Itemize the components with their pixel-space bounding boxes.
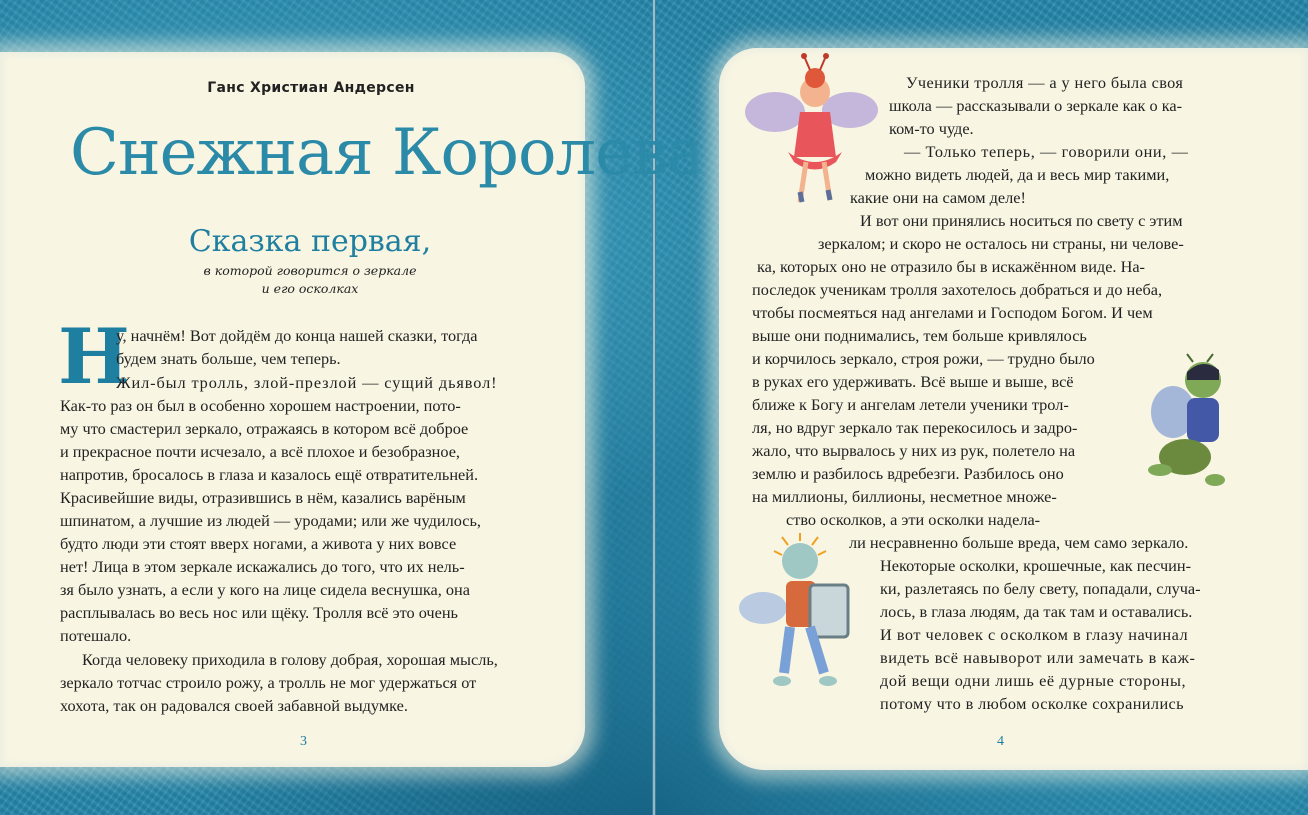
- body-line: расплывалась во весь нос или щёку. Тролля всё это очень: [60, 603, 458, 622]
- body-line: на миллионы, биллионы, несметное множе-: [752, 487, 1057, 506]
- body-line: будто люди эти стоят вверх ногами, а живота у них вовсе: [60, 534, 457, 553]
- body-line: напротив, бросалось в глаза и казалось ещё отвратительней.: [60, 465, 479, 484]
- body-line: зя было узнать, а если у кого на лице сидела веснушка, она: [60, 580, 470, 599]
- chapter-title: Сказка первая,: [188, 224, 432, 259]
- body-line: нет! Лица в этом зеркале искажались до того, что их нель-: [60, 557, 465, 576]
- body-line: Некоторые осколки, крошечные, как песчин-: [880, 556, 1191, 575]
- body-line: и корчилось зеркало, строя рожи, — трудно было: [752, 349, 1095, 368]
- body-line: — Только теперь, — говорили они, —: [904, 142, 1189, 161]
- drop-cap: [58, 312, 130, 401]
- body-line: шпинатом, а лучшие из людей — уродами; или же чудилось,: [60, 511, 481, 530]
- page-number-left: 3: [300, 734, 307, 749]
- body-line: хохота, так он радовался своей забавной выдумке.: [60, 696, 408, 715]
- chapter-subtitle: [150, 262, 470, 298]
- drop-cap-letter: Н: [58, 312, 130, 401]
- body-line: последок ученикам тролля захотелось добраться и до неба,: [752, 280, 1163, 299]
- book-title: [62, 104, 705, 196]
- page-number-right: 4: [997, 734, 1004, 749]
- body-line: Когда человеку приходила в голову добрая, хорошая мысль,: [82, 650, 498, 669]
- body-line: потому что в любом осколке сохранились: [880, 694, 1185, 713]
- troll-with-mirror-illustration: [738, 533, 878, 698]
- body-line: И вот они принялись носиться по свету с этим: [860, 211, 1183, 230]
- body-line: чтобы посмеяться над ангелами и Господом Богом. И чем: [752, 303, 1153, 322]
- body-line: потешало.: [60, 626, 132, 645]
- body-line: какие они на самом деле!: [850, 188, 1026, 207]
- book-title-lettering: [62, 104, 705, 196]
- body-line: ком-то чуде.: [889, 119, 974, 138]
- body-line: выше они поднимались, тем больше кривлялось: [752, 326, 1087, 345]
- body-line: и прекрасное почти исчезало, а всё плохое и безобразное,: [60, 442, 460, 461]
- body-line: лось, в глаза людям, да так там и оставались.: [880, 602, 1193, 621]
- body-line: школа — рассказывали о зеркале как о ка-: [889, 96, 1183, 115]
- intro-line: Жил-был тролль, злой-презлой — сущий дьявол!: [116, 373, 498, 392]
- body-line: И вот человек с осколком в глазу начинал: [880, 625, 1189, 644]
- intro-line: будем знать больше, чем теперь.: [116, 349, 341, 368]
- body-line: в руках его удерживать. Всё выше и выше, всё: [752, 372, 1074, 391]
- body-line: ки, разлетаясь по белу свету, попадали, случа-: [880, 579, 1201, 598]
- body-line: Ученики тролля — а у него была своя: [906, 73, 1184, 92]
- body-line: можно видеть людей, да и весь мир такими,: [865, 165, 1170, 184]
- author-name: Ганс Христиан Андерсен: [207, 80, 415, 96]
- body-line: зеркало тотчас строило рожу, а тролль не мог удержаться от: [60, 673, 477, 692]
- troll-boy-illustration: [1145, 352, 1245, 497]
- body-line: му что смастерил зеркало, отражаясь в котором всё доброе: [60, 419, 469, 438]
- chapter-subtitle-line-1: в которой говорится о зеркале: [203, 263, 417, 278]
- body-line: жало, что вырвалось у них из рук, полетело на: [752, 441, 1076, 460]
- body-line: Красивейшие виды, отразившись в нём, казались варёным: [60, 488, 466, 507]
- body-line: ближе к Богу и ангелам летели ученики трол-: [752, 395, 1069, 414]
- body-line: ство осколков, а эти осколки надела-: [786, 510, 1041, 529]
- body-line: Как-то раз он был в особенно хорошем настроении, пото-: [60, 396, 461, 415]
- body-line: землю и разбилось вдребезги. Разбилось оно: [752, 464, 1064, 483]
- body-line: видеть всё навыворот или замечать в каж-: [880, 648, 1196, 667]
- body-line: ка, которых оно не отразило бы в искажённом виде. На-: [757, 257, 1145, 276]
- body-line: ля, но вдруг зеркало так перекосилось и задро-: [752, 418, 1078, 437]
- intro-line: у, начнём! Вот дойдём до конца нашей сказки, тогда: [116, 326, 478, 345]
- body-line: дой вещи одни лишь её дурные стороны,: [880, 671, 1187, 690]
- book-title-text: Снежная Королева: [70, 116, 705, 190]
- body-line: ли несравненно больше вреда, чем само зеркало.: [849, 533, 1189, 552]
- body-line: зеркалом; и скоро не осталось ни страны, ни челове-: [818, 234, 1184, 253]
- chapter-subtitle-line-2: и его осколках: [261, 281, 359, 296]
